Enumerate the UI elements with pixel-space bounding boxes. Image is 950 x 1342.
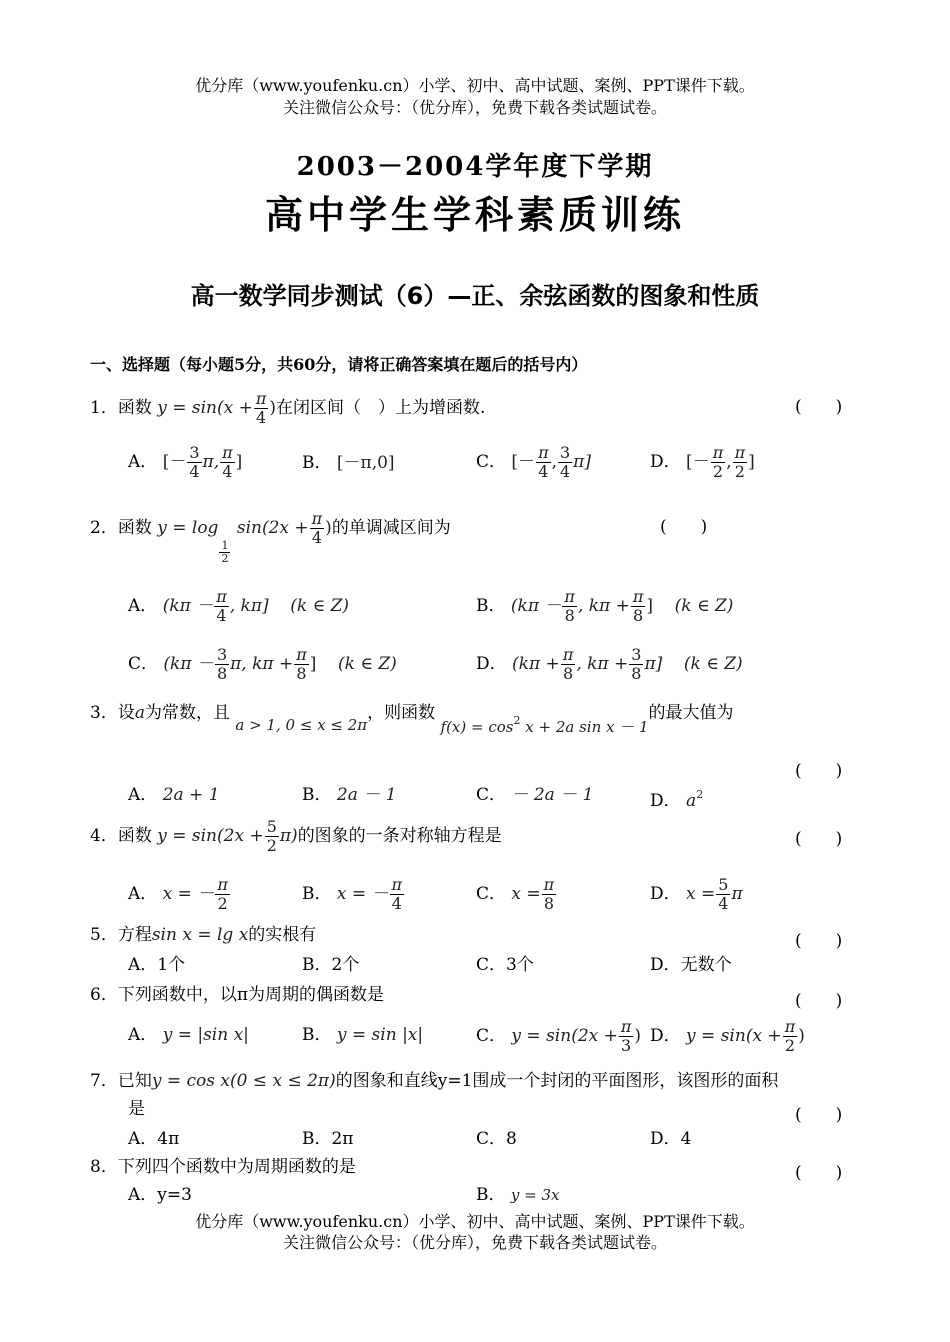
subject-title: 高一数学同步测试（6）—正、余弦函数的图象和性质 bbox=[190, 282, 760, 310]
q6-option-d: D． y = sin(x + $\frac{\pi}{2}$ ) bbox=[650, 1017, 805, 1055]
q7-option-c: C．8 bbox=[476, 1129, 517, 1149]
question-4: 4．函数 y = sin(2x + $\frac{5}{2}$ π)的图象的一条对称轴方程是 bbox=[90, 817, 502, 855]
question-7-cont: 是 bbox=[128, 1099, 145, 1119]
q8-option-a: A．y=3 bbox=[128, 1185, 192, 1205]
q5-option-d: D．无数个 bbox=[650, 955, 732, 975]
q3-option-c: C． － 2a － 1 bbox=[476, 785, 594, 805]
q3-option-d: D． $a^2$ bbox=[650, 788, 704, 811]
q4-option-a: A． x = － $\frac{\pi}{2}$ bbox=[128, 875, 228, 913]
question-3: 3．设a为常数，且 a > 1, 0 ≤ x ≤ 2π，则函数 $f(x) = \cos^2 x + 2a$ sin x － 1的最大值为 bbox=[90, 703, 734, 736]
q4-option-d: D． x = $\frac{5}{4}$ π bbox=[650, 875, 743, 913]
answer-blank-8[interactable]: ( ) bbox=[795, 1163, 843, 1183]
q6-option-c: C． y = sin(2x + $\frac{\pi}{3}$ ) bbox=[476, 1017, 642, 1055]
q6-option-a: A． y = |sin x| bbox=[128, 1025, 249, 1045]
answer-blank-3[interactable]: ( ) bbox=[795, 761, 843, 781]
q3-option-a: A． 2a + 1 bbox=[128, 785, 220, 805]
q4-option-c: C． x = $\frac{\pi}{8}$ bbox=[476, 875, 555, 913]
q7-option-b: B．2π bbox=[302, 1129, 354, 1149]
footer-line-2: 关注微信公众号：（优分库），免费下载各类试题试卷。 bbox=[282, 1233, 667, 1252]
q1-option-b: B． [－π,0] bbox=[302, 453, 395, 473]
q5-option-b: B．2个 bbox=[302, 955, 360, 975]
question-8: 8．下列四个函数中为周期函数的是 bbox=[90, 1157, 356, 1177]
answer-blank-7[interactable]: ( ) bbox=[795, 1105, 843, 1125]
header-line-1: 优分库（www.youfenku.cn）小学、初中、高中试题、案例、PPT课件下载。 bbox=[195, 76, 755, 95]
q7-option-d: D．4 bbox=[650, 1129, 692, 1149]
q3-option-b: B． 2a － 1 bbox=[302, 785, 397, 805]
question-2: 2．函数 y = log $\frac{1}{2}$ sin(2x + $\frac{\pi}{4}$ )的单调减区间为 bbox=[90, 509, 451, 565]
q5-option-c: C．3个 bbox=[476, 955, 534, 975]
term-title: 2003－2004学年度下学期 bbox=[296, 152, 654, 182]
q1-option-c: C． [－ $\frac{\pi}{4}$ , $\frac{3}{4}$ π] bbox=[476, 443, 591, 481]
answer-blank-1[interactable]: ( ) bbox=[795, 397, 843, 417]
q7-option-a: A．4π bbox=[128, 1129, 180, 1149]
q2-option-c: C． (kπ － $\frac{3}{8}$ π, kπ + $\frac{\pi}{8}$ ] (k ∈ Z) bbox=[128, 645, 397, 683]
question-5: 5．方程sin x = lg x的实根有 bbox=[90, 925, 317, 945]
question-1: 1．函数 y = sin(x + $\frac{\pi}{4}$ )在闭区间（ ）上为增函数. bbox=[90, 389, 486, 427]
question-7: 7．已知y = cos x(0 ≤ x ≤ 2π)的图象和直线y=1围成一个封闭的平面图形，该图形的面积 bbox=[90, 1071, 779, 1091]
answer-blank-5[interactable]: ( ) bbox=[795, 931, 843, 951]
q4-option-b: B． x = － $\frac{\pi}{4}$ bbox=[302, 875, 403, 913]
question-6: 6．下列函数中，以π为周期的偶函数是 bbox=[90, 985, 385, 1005]
answer-blank-2[interactable]: ( ) bbox=[660, 517, 708, 537]
q6-option-b: B． y = sin |x| bbox=[302, 1025, 424, 1045]
main-title: 高中学生学科素质训练 bbox=[264, 192, 685, 237]
header-line-2: 关注微信公众号：（优分库），免费下载各类试题试卷。 bbox=[282, 98, 667, 117]
q1-option-d: D． [－ $\frac{\pi}{2}$ , $\frac{\pi}{2}$ ] bbox=[650, 443, 755, 481]
section-heading: 一、选择题（每小题5分，共60分，请将正确答案填在题后的括号内） bbox=[90, 355, 588, 374]
q2-option-b: B． (kπ － $\frac{\pi}{8}$ , kπ + $\frac{\pi}{8}$ ] (k ∈ Z) bbox=[476, 587, 734, 625]
q1-option-a: A． [－ $\frac{3}{4}$ π, $\frac{\pi}{4}$ ] bbox=[128, 443, 243, 481]
footer-line-1: 优分库（www.youfenku.cn）小学、初中、高中试题、案例、PPT课件下载。 bbox=[195, 1212, 755, 1231]
q8-option-b: B． y = 3x bbox=[476, 1185, 560, 1205]
q5-option-a: A．1个 bbox=[128, 955, 186, 975]
answer-blank-6[interactable]: ( ) bbox=[795, 991, 843, 1011]
answer-blank-4[interactable]: ( ) bbox=[795, 829, 843, 849]
q2-option-a: A． (kπ － $\frac{\pi}{4}$ , kπ] (k ∈ Z) bbox=[128, 587, 350, 625]
q2-option-d: D． (kπ + $\frac{\pi}{8}$ , kπ + $\frac{3}{8}$ π] (k ∈ Z) bbox=[476, 645, 743, 683]
